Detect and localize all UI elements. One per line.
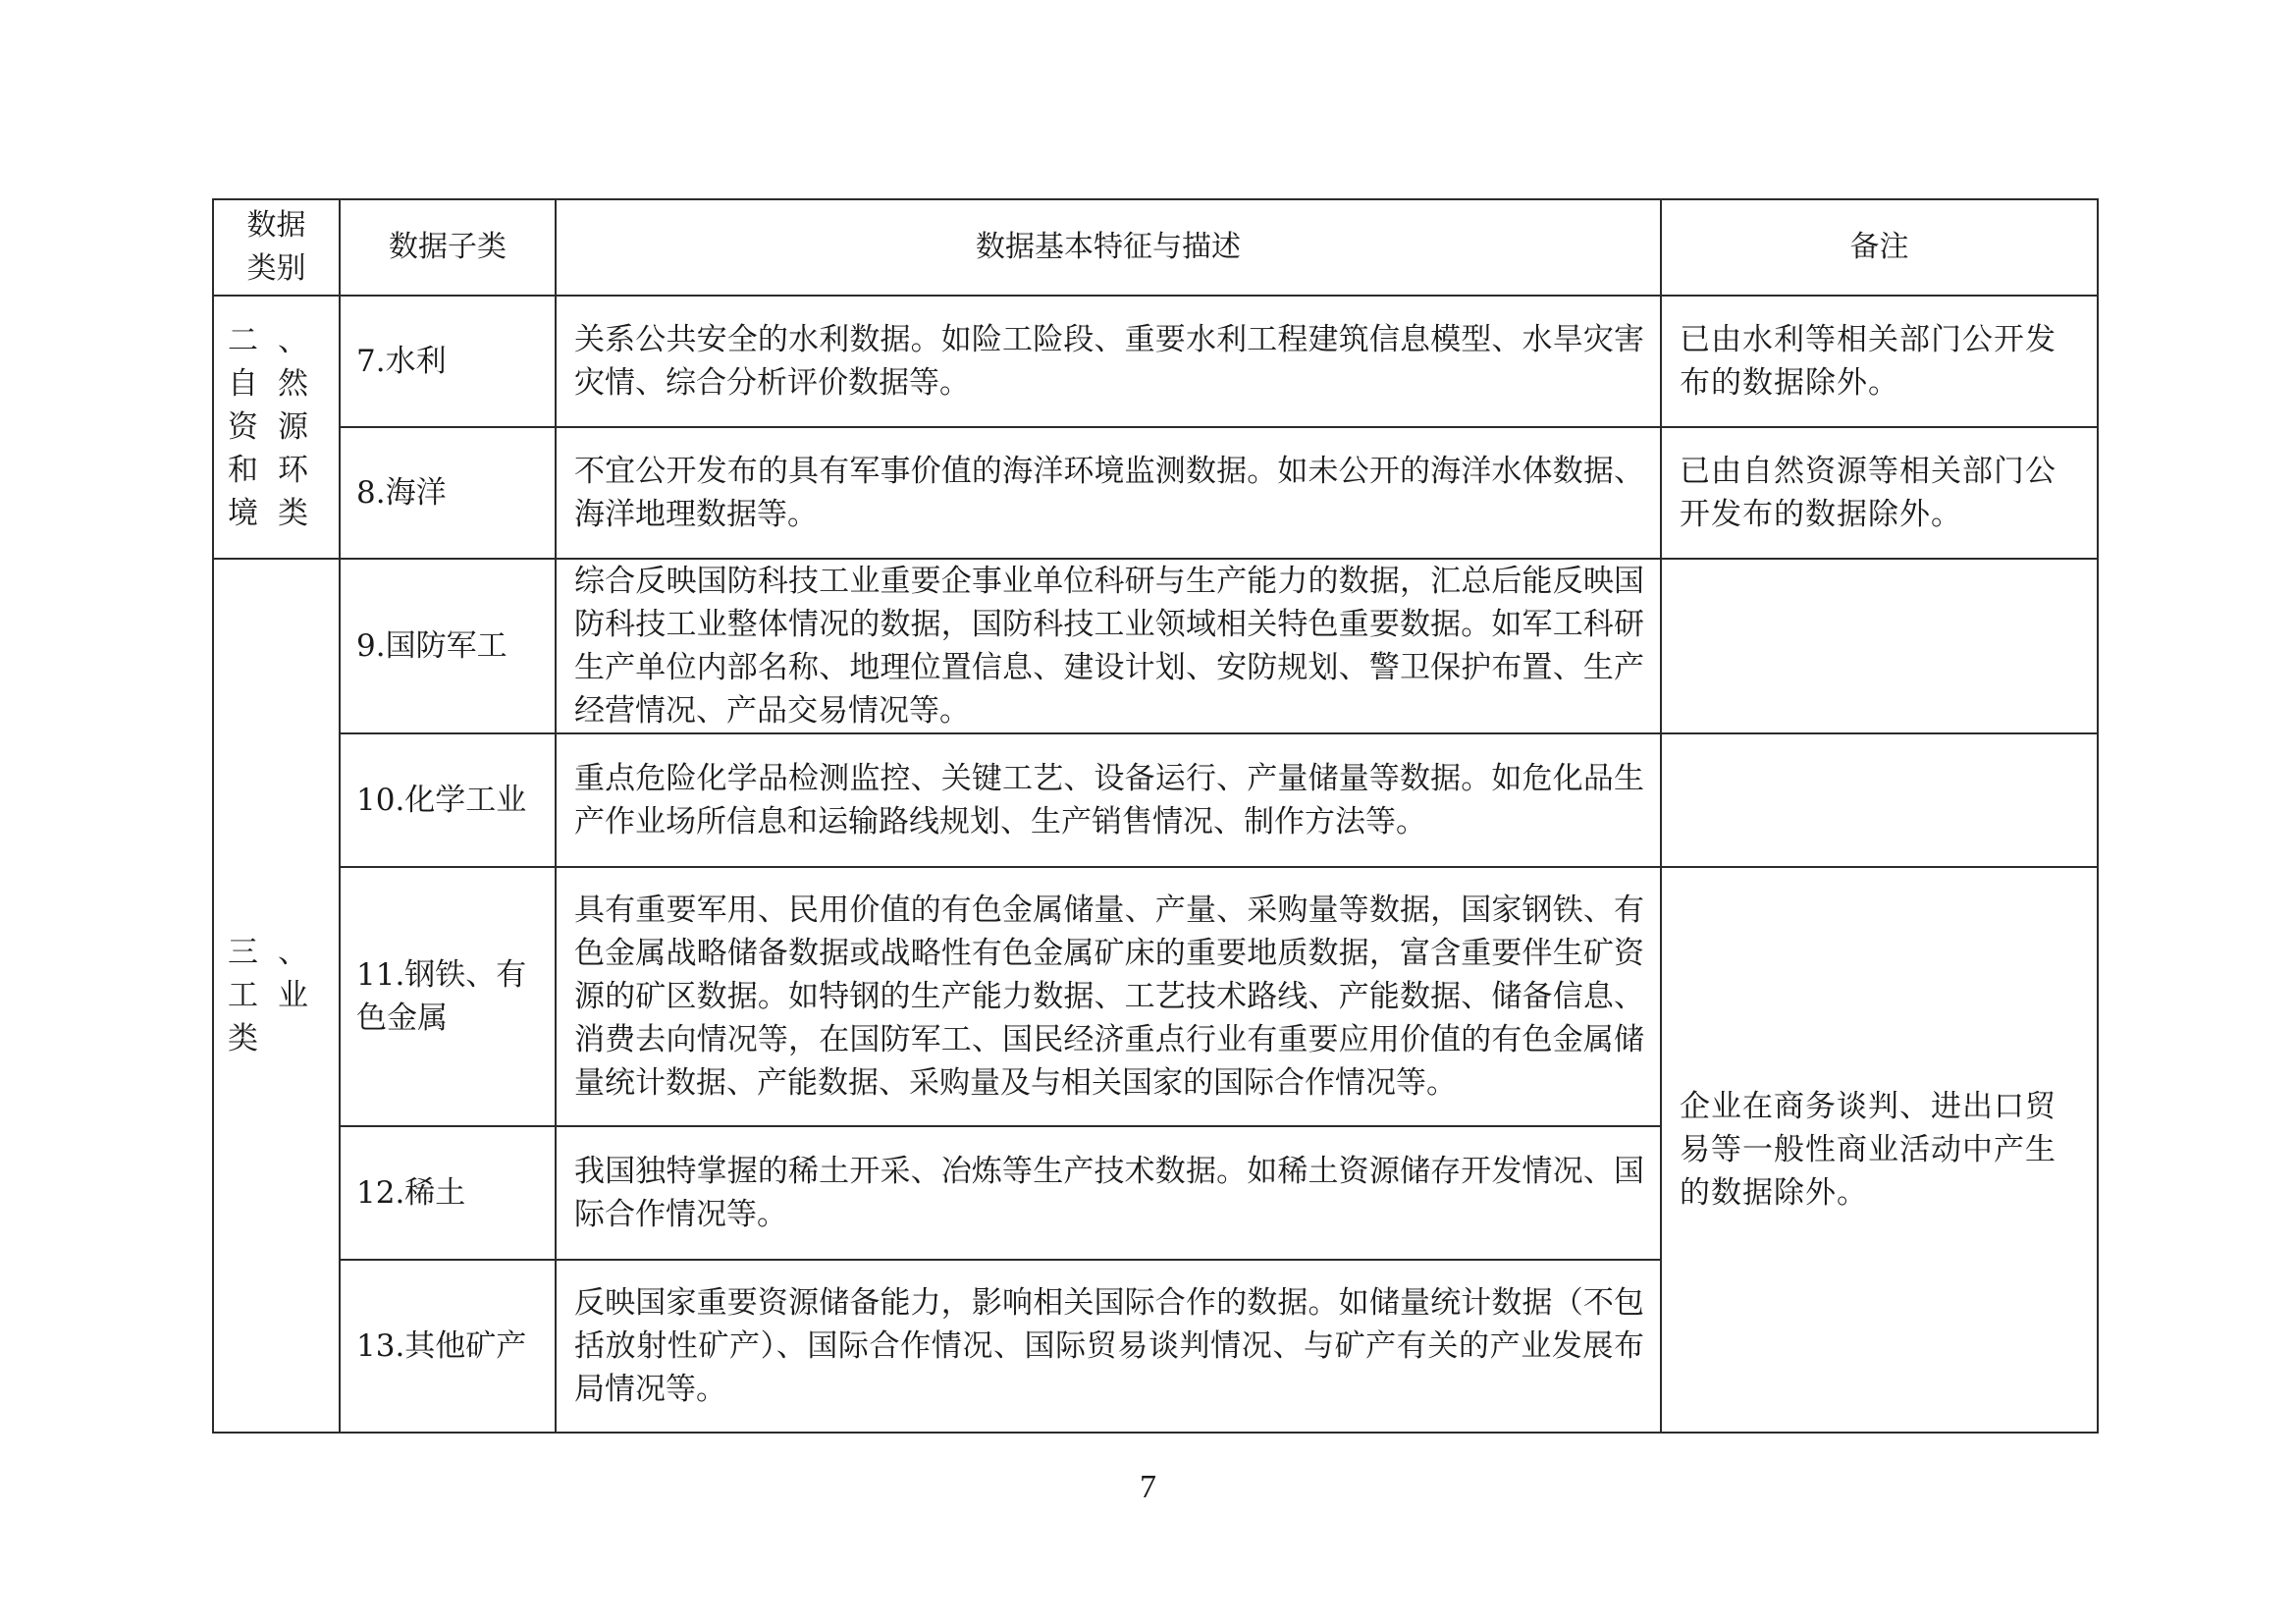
description-cell: 综合反映国防科技工业重要企事业单位科研与生产能力的数据，汇总后能反映国防科技工业整体情况的数据，国防科技工业领域相关特色重要数据。如军工科研生产单位内部名称、地理位置信息、建设计划、安防规划、警卫保护布置、生产经营情况、产品交易情况等。	[556, 559, 1661, 733]
subcategory-cell: 13.其他矿产	[340, 1260, 556, 1433]
category-cell: 三、工业类	[213, 559, 340, 1433]
subcategory-cell: 9.国防军工	[340, 559, 556, 733]
subcategory-cell: 7.水利	[340, 296, 556, 427]
header-description: 数据基本特征与描述	[556, 199, 1661, 296]
table-row	[213, 867, 2098, 1126]
header-subcategory: 数据子类	[340, 199, 556, 296]
header-category: 数据类别	[213, 199, 340, 296]
data-classification-table	[212, 198, 2099, 1434]
note-cell: 已由水利等相关部门公开发布的数据除外。	[1661, 296, 2098, 427]
description-cell: 具有重要军用、民用价值的有色金属储量、产量、采购量等数据，国家钢铁、有色金属战略储备数据或战略性有色金属矿床的重要地质数据，富含重要伴生矿资源的矿区数据。如特钢的生产能力数据、工艺技术路线、产能数据、储备信息、消费去向情况等，在国防军工、国民经济重点行业有重要应用价值的有色金属储量统计数据、产能数据、采购量及与相关国家的国际合作情况等。	[556, 867, 1661, 1126]
table-row	[213, 559, 2098, 733]
description-cell: 反映国家重要资源储备能力，影响相关国际合作的数据。如储量统计数据（不包括放射性矿产）、国际合作情况、国际贸易谈判情况、与矿产有关的产业发展布局情况等。	[556, 1260, 1661, 1433]
shared-note-cell: 企业在商务谈判、进出口贸易等一般性商业活动中产生的数据除外。	[1661, 867, 2098, 1433]
category-cell: 二、自然资源和环境类	[213, 296, 340, 559]
description-cell: 关系公共安全的水利数据。如险工险段、重要水利工程建筑信息模型、水旱灾害灾情、综合分析评价数据等。	[556, 296, 1661, 427]
page-number: 7	[1140, 1469, 1156, 1505]
description-cell: 我国独特掌握的稀土开采、冶炼等生产技术数据。如稀土资源储存开发情况、国际合作情况等。	[556, 1126, 1661, 1260]
subcategory-cell: 8.海洋	[340, 427, 556, 559]
note-cell	[1661, 733, 2098, 867]
note-cell: 已由自然资源等相关部门公开发布的数据除外。	[1661, 427, 2098, 559]
table-header-row	[213, 199, 2098, 296]
description-cell: 重点危险化学品检测监控、关键工艺、设备运行、产量储量等数据。如危化品生产作业场所信息和运输路线规划、生产销售情况、制作方法等。	[556, 733, 1661, 867]
description-cell: 不宜公开发布的具有军事价值的海洋环境监测数据。如未公开的海洋水体数据、海洋地理数据等。	[556, 427, 1661, 559]
subcategory-cell: 11.钢铁、有色金属	[340, 867, 556, 1126]
table-row	[213, 427, 2098, 559]
subcategory-cell: 12.稀土	[340, 1126, 556, 1260]
note-cell	[1661, 559, 2098, 733]
table-row	[213, 296, 2098, 427]
table-row	[213, 733, 2098, 867]
subcategory-cell: 10.化学工业	[340, 733, 556, 867]
header-note: 备注	[1661, 199, 2098, 296]
